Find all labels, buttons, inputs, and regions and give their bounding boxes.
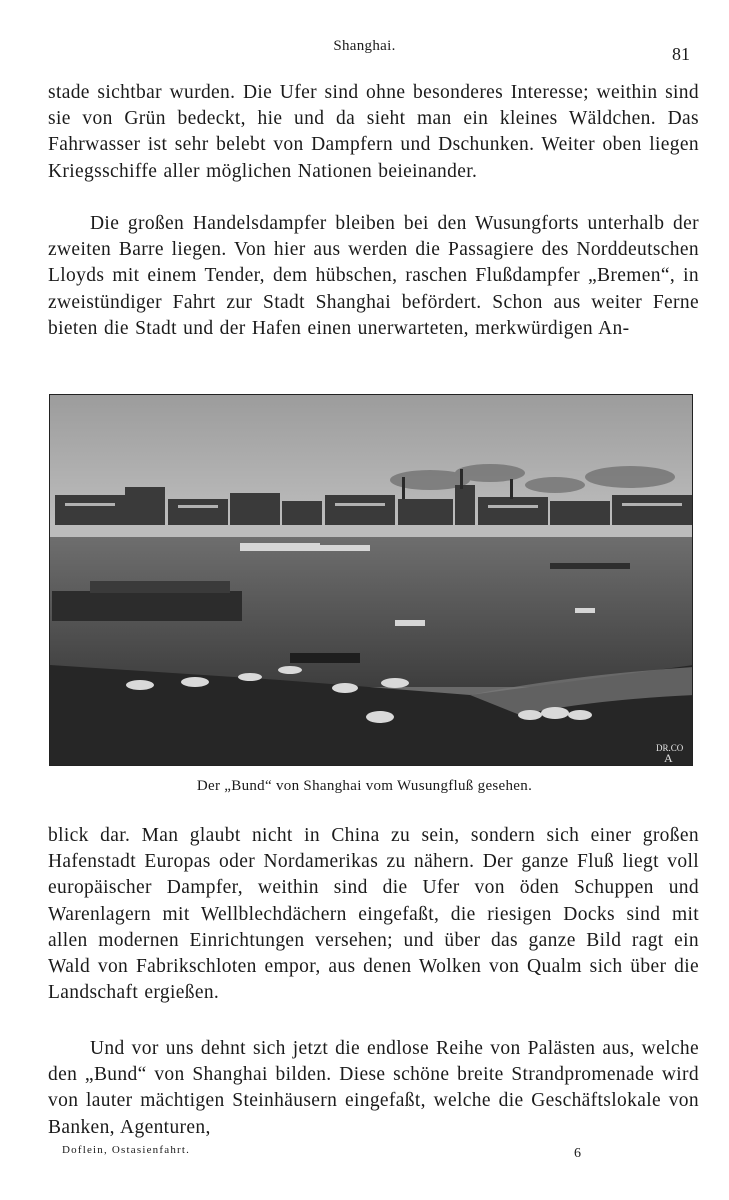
- body-paragraph: blick dar. Man glaubt nicht in China zu sein, sondern sich einer großen Hafenstadt Europas oder Nordamerikas zu nähern. Der ganze Fluß liegt voll europäischer Dampfer, weithin sind die Ufer von öden Schuppen und Warenlagern mit Wellblechdächern eingefaßt, die riesigen Docks sind mit allen modernen Einrichtungen versehen; und über das ganze Bild ragt ein Wald von Fabrikschloten empor, aus denen Wolken von Qualm sich über die Landschaft ergießen.: [48, 825, 699, 1004]
- sheet-number: 6: [574, 1146, 581, 1161]
- body-paragraph: Die großen Handelsdampfer bleiben bei den Wusungforts unterhalb der zweiten Barre liegen. Von hier aus werden die Passagiere des Norddeutschen Lloyds mit einem Tender, dem hübschen, raschen Flußdampfer „Bremen“, in zweistündiger Fahrt zur Stadt Shanghai befördert. Schon aus weiter Ferne bieten die Stadt und der Hafen einen unerwarteten, merkwürdigen An-: [48, 213, 699, 339]
- running-title: Shanghai.: [333, 38, 396, 54]
- body-paragraph: Und vor uns dehnt sich jetzt die endlose Reihe von Palästen aus, welche den „Bund“ von Shanghai bilden. Diese schöne breite Strandpromenade wird von lauter mächtigen Steinhäusern eingefaßt, welche die Geschäftslokale von Banken, Agenturen,: [48, 1038, 699, 1138]
- figure-caption: Der „Bund“ von Shanghai vom Wusungfluß gesehen.: [196, 778, 533, 794]
- body-paragraph: stade sichtbar wurden. Die Ufer sind ohne besonderes Interesse; weithin sind sie von Grün bedeckt, hie und da sieht man ein kleines Wäldchen. Das Fahrwasser ist sehr belebt von Dampfern und Dschunken. Weiter oben liegen Kriegsschiffe aller möglichen Nationen beieinander.: [48, 82, 699, 182]
- svg-text:A: A: [664, 751, 673, 765]
- sheet-signature: Doflein, Ostasienfahrt.: [62, 1144, 191, 1156]
- page-number: 81: [672, 44, 690, 64]
- embankment: [50, 525, 693, 537]
- svg-text:DR.CO: DR.CO: [656, 743, 684, 753]
- harbor-photograph: [49, 394, 693, 766]
